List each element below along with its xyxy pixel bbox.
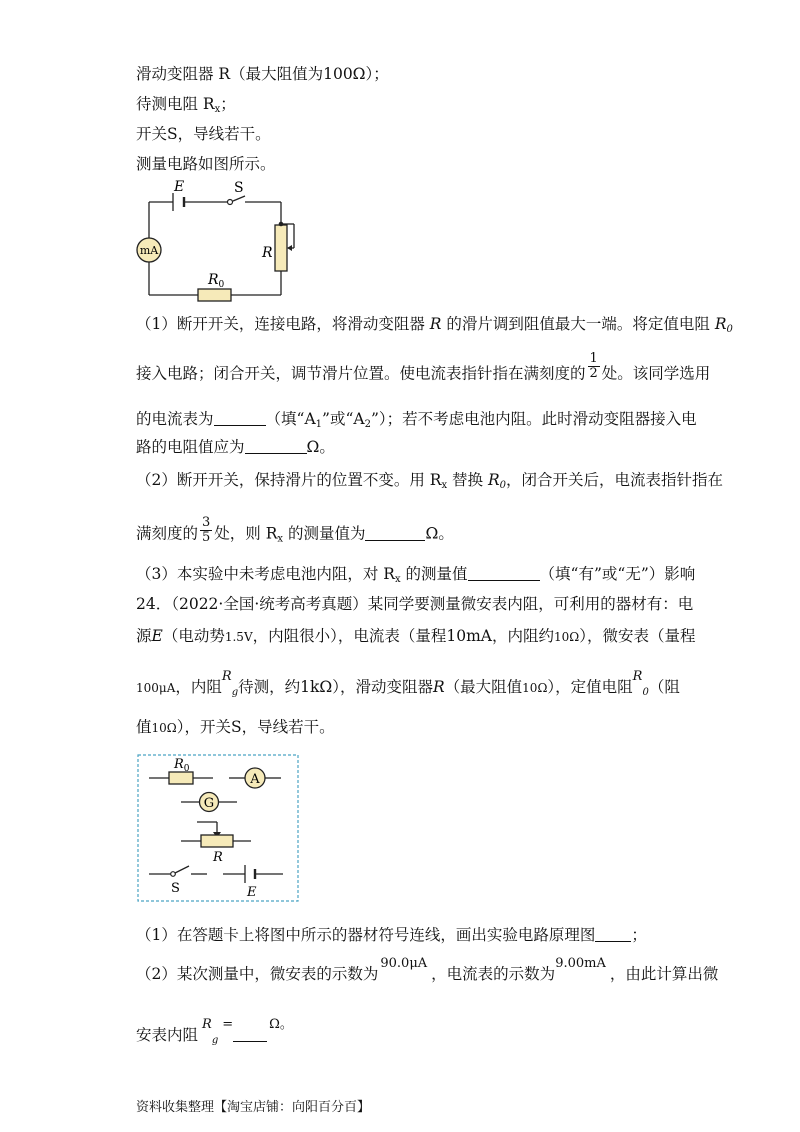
- rheostat-r-label: R: [213, 850, 223, 865]
- q2-line1: （2）断开开关，保持滑片的位置不变。用 $R_x$ 替换 $R_0$，闭合开关后，电流表指针指在: [136, 471, 724, 491]
- answer-blank-circuit[interactable]: [595, 927, 631, 942]
- q2-line2: 满刻度的 $\frac{3}{5}$ 处，则 $R_x$ 的测量值为 Ω。: [136, 515, 454, 545]
- ammeter-label: A: [250, 772, 260, 787]
- fraction-half: $\frac{1}{2}$: [589, 351, 598, 381]
- answer-blank-rx[interactable]: [365, 526, 425, 541]
- p24-q2-line2: 安表内阻$^R_g$= $^{\Omega。}$: [136, 1017, 293, 1046]
- q3-line: （3）本实验中未考虑电池内阻，对 $R_x$ 的测量值 （填“有”或“无”）影响: [136, 565, 696, 585]
- battery-e-label: E: [247, 885, 257, 900]
- meter-label: mA: [139, 244, 159, 257]
- line-circuit-intro: 测量电路如图所示。: [136, 155, 276, 173]
- q1-line2: 接入电路；闭合开关，调节滑片位置。使电流表指针指在满刻度的 $\frac{1}{2}$ 处。该同学选用: [136, 351, 711, 383]
- answer-blank-resistance[interactable]: [245, 439, 307, 454]
- p24-line4: 值10Ω），开关S，导线若干。: [136, 718, 335, 736]
- answer-blank-rg[interactable]: [233, 1027, 267, 1042]
- footer-text: 资料收集整理【淘宝店铺：向阳百分百】: [136, 1100, 371, 1115]
- p24-line3: 100μA，内阻$^R_g$待测，约1kΩ），滑动变阻器R（最大阻值10Ω），定值电阻$^R_0$（阻: [136, 669, 680, 698]
- line-rheostat: 滑动变阻器 R（最大阻值为100Ω）；: [136, 65, 389, 83]
- line-rx: 待测电阻 $R_x$；: [136, 95, 236, 115]
- fraction-three-fifths: $\frac{3}{5}$: [202, 515, 211, 545]
- p24-line2: 源E（电动势1.5V，内阻很小），电流表（量程10mA，内阻约10Ω），微安表（量程: [136, 627, 696, 645]
- q1-line1: （1）断开开关，连接电路，将滑动变阻器 R 的滑片调到阻值最大一端。将定值电阻 $R_0$: [136, 315, 733, 335]
- q1-line3: 的电流表为 （填“$A_1$”或“$A_2$”）；若不考虑电池内阻。此时滑动变阻器接入电: [136, 410, 697, 430]
- resistor-label: $R_0$: [208, 272, 225, 290]
- answer-blank-effect[interactable]: [468, 566, 540, 581]
- p24-line1: 24．（2022·全国·统考高考真题）某同学要测量微安表内阻，可利用的器材有：电: [136, 595, 694, 613]
- galvanometer-label: G: [203, 796, 215, 811]
- component-diagram: [137, 754, 299, 902]
- battery-label: E: [174, 180, 185, 195]
- line-switch: 开关S，导线若干。: [136, 125, 271, 143]
- rheostat-label: R: [262, 245, 273, 261]
- circuit-diagram-1: [130, 180, 320, 305]
- q1-line4: 路的电阻值应为 Ω。: [136, 438, 335, 456]
- answer-blank-ammeter[interactable]: [214, 411, 266, 426]
- resistor-r0-label: $R_0$: [174, 757, 190, 774]
- switch-s-label: S: [171, 881, 180, 896]
- p24-q1-line: （1）在答题卡上将图中所示的器材符号连线，画出实验电路原理图 ；: [136, 926, 647, 944]
- switch-label: S: [234, 180, 244, 196]
- p24-q2-line1: （2）某次测量中，微安表的示数为$^{90.0\mu A}$，电流表的示数为$^{9.00mA}$，由此计算出微: [136, 956, 719, 983]
